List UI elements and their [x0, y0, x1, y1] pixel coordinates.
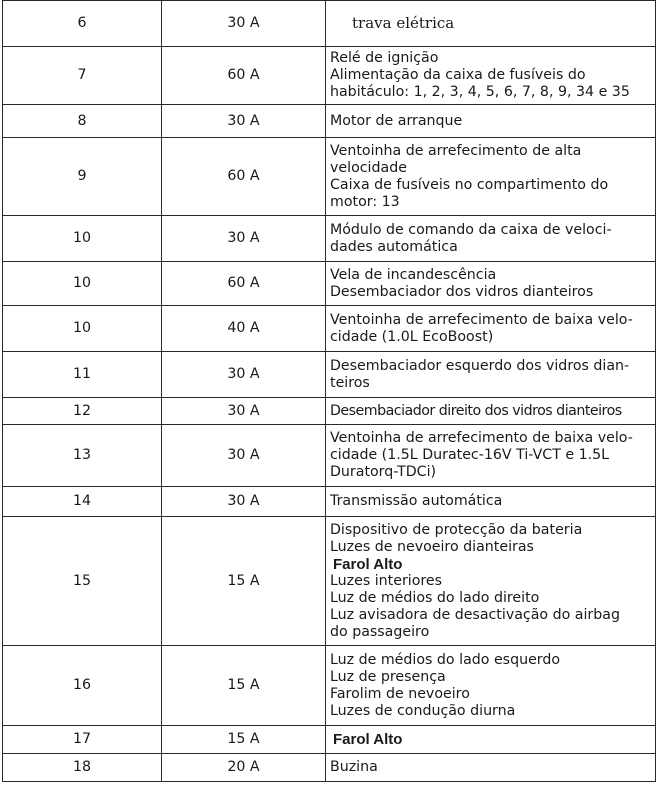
fuse-number: 17 — [3, 726, 162, 754]
fuse-description — [326, 352, 656, 398]
fuse-number: 15 — [3, 517, 162, 646]
table-row — [3, 487, 656, 517]
table-row — [3, 646, 656, 726]
fuse-number: 18 — [3, 754, 162, 782]
table-row — [3, 1, 656, 47]
table-row — [3, 726, 656, 754]
description-line: Ventoinha de arrefecimento de alta velocidade — [330, 142, 582, 176]
fuse-description — [326, 726, 656, 754]
description-line: do passageiro — [330, 623, 430, 640]
description-line: Desembaciador dos vidros dianteiros — [330, 283, 594, 300]
fuse-description — [326, 105, 656, 138]
description-line: Alimentação da caixa de fusíveis do — [330, 67, 586, 83]
description-line: Luz de médios do lado direito — [330, 589, 540, 606]
fuse-amperage: 20 A — [162, 754, 326, 782]
description-line: habitáculo: 1, 2, 3, 4, 5, 6, 7, 8, 9, 34 e 35 — [330, 84, 630, 100]
fuse-amperage: 30 A — [162, 1, 326, 47]
fuse-number: 13 — [3, 425, 162, 487]
table-row — [3, 47, 656, 105]
fuse-number: 7 — [3, 47, 162, 105]
table-row — [3, 105, 656, 138]
description-line: Ventoinha de arrefecimento de baixa velo- — [330, 311, 633, 328]
fuse-amperage: 30 A — [162, 425, 326, 487]
fuse-description — [326, 517, 656, 646]
description-line: cidade (1.5L Duratec-16V Ti-VCT e 1.5L — [330, 447, 610, 463]
fuse-description — [326, 646, 656, 726]
description-line: Luzes de nevoeiro dianteiras — [330, 538, 534, 555]
fuse-amperage: 30 A — [162, 487, 326, 517]
fuse-description — [326, 216, 656, 262]
table-row — [3, 398, 656, 425]
table-row — [3, 352, 656, 398]
fuse-amperage: 40 A — [162, 306, 326, 352]
fuse-description — [326, 47, 656, 105]
fuse-number: 10 — [3, 216, 162, 262]
description-line: Luz de presença — [330, 668, 446, 685]
table-row — [3, 138, 656, 216]
fuse-number: 11 — [3, 352, 162, 398]
fuse-description — [326, 425, 656, 487]
table-row — [3, 425, 656, 487]
description-line: Motor de arranque — [330, 112, 463, 129]
fuse-description — [326, 1, 656, 47]
description-line: Transmissão automática — [330, 493, 503, 509]
fuse-description — [326, 754, 656, 782]
fuse-description — [326, 398, 656, 425]
fuse-number: 9 — [3, 138, 162, 216]
fuse-amperage: 15 A — [162, 726, 326, 754]
fuse-number: 16 — [3, 646, 162, 726]
fuse-amperage: 30 A — [162, 398, 326, 425]
description-line: cidade (1.0L EcoBoost) — [330, 328, 494, 345]
description-line: motor: 13 — [330, 193, 400, 210]
fuse-description — [326, 262, 656, 306]
fuse-description — [326, 306, 656, 352]
description-line: Luz avisadora de desactivação do airbag — [330, 606, 620, 623]
fuse-amperage: 60 A — [162, 47, 326, 105]
description-line: Farolim de nevoeiro — [330, 685, 470, 702]
fuse-number: 10 — [3, 306, 162, 352]
description-line: Duratorq-TDCi) — [330, 464, 437, 480]
description-line: Dispositivo de protecção da bateria — [330, 521, 583, 538]
fuse-number: 14 — [3, 487, 162, 517]
table-row — [3, 306, 656, 352]
description-line: teiros — [330, 374, 370, 391]
fuse-table — [2, 0, 656, 782]
fuse-amperage: 30 A — [162, 352, 326, 398]
description-line: Ventoinha de arrefecimento de baixa velo- — [330, 430, 633, 446]
fuse-description — [326, 487, 656, 517]
table-row — [3, 517, 656, 646]
fuse-amperage: 15 A — [162, 517, 326, 646]
description-line: Caixa de fusíveis no compartimento do — [330, 176, 609, 193]
description-line: dades automática — [330, 238, 458, 255]
fuse-number: 8 — [3, 105, 162, 138]
fuse-amperage: 30 A — [162, 216, 326, 262]
description-line: Vela de incandescência — [330, 266, 497, 283]
fuse-amperage: 30 A — [162, 105, 326, 138]
fuse-amperage: 60 A — [162, 138, 326, 216]
description-line: Farol Alto — [333, 555, 403, 573]
description-line: Luzes de condução diurna — [330, 702, 516, 719]
description-line: Luzes interiores — [330, 572, 443, 589]
description-line: Farol Alto — [333, 731, 403, 748]
fuse-description — [326, 138, 656, 216]
fuse-amperage: 15 A — [162, 646, 326, 726]
description-line: Módulo de comando da caixa de veloci- — [330, 221, 612, 238]
description-line: trava elétrica — [352, 14, 455, 32]
description-line: Desembaciador direito dos vidros dianteiros — [330, 402, 622, 419]
fuse-amperage: 60 A — [162, 262, 326, 306]
fuse-number: 12 — [3, 398, 162, 425]
description-line: Buzina — [330, 759, 378, 775]
table-row — [3, 262, 656, 306]
description-line: Relé de ignição — [330, 50, 439, 66]
description-line: Luz de médios do lado esquerdo — [330, 651, 561, 668]
fuse-number: 10 — [3, 262, 162, 306]
table-row — [3, 754, 656, 782]
description-line: Desembaciador esquerdo dos vidros dian- — [330, 357, 630, 374]
table-row — [3, 216, 656, 262]
fuse-number: 6 — [3, 1, 162, 47]
